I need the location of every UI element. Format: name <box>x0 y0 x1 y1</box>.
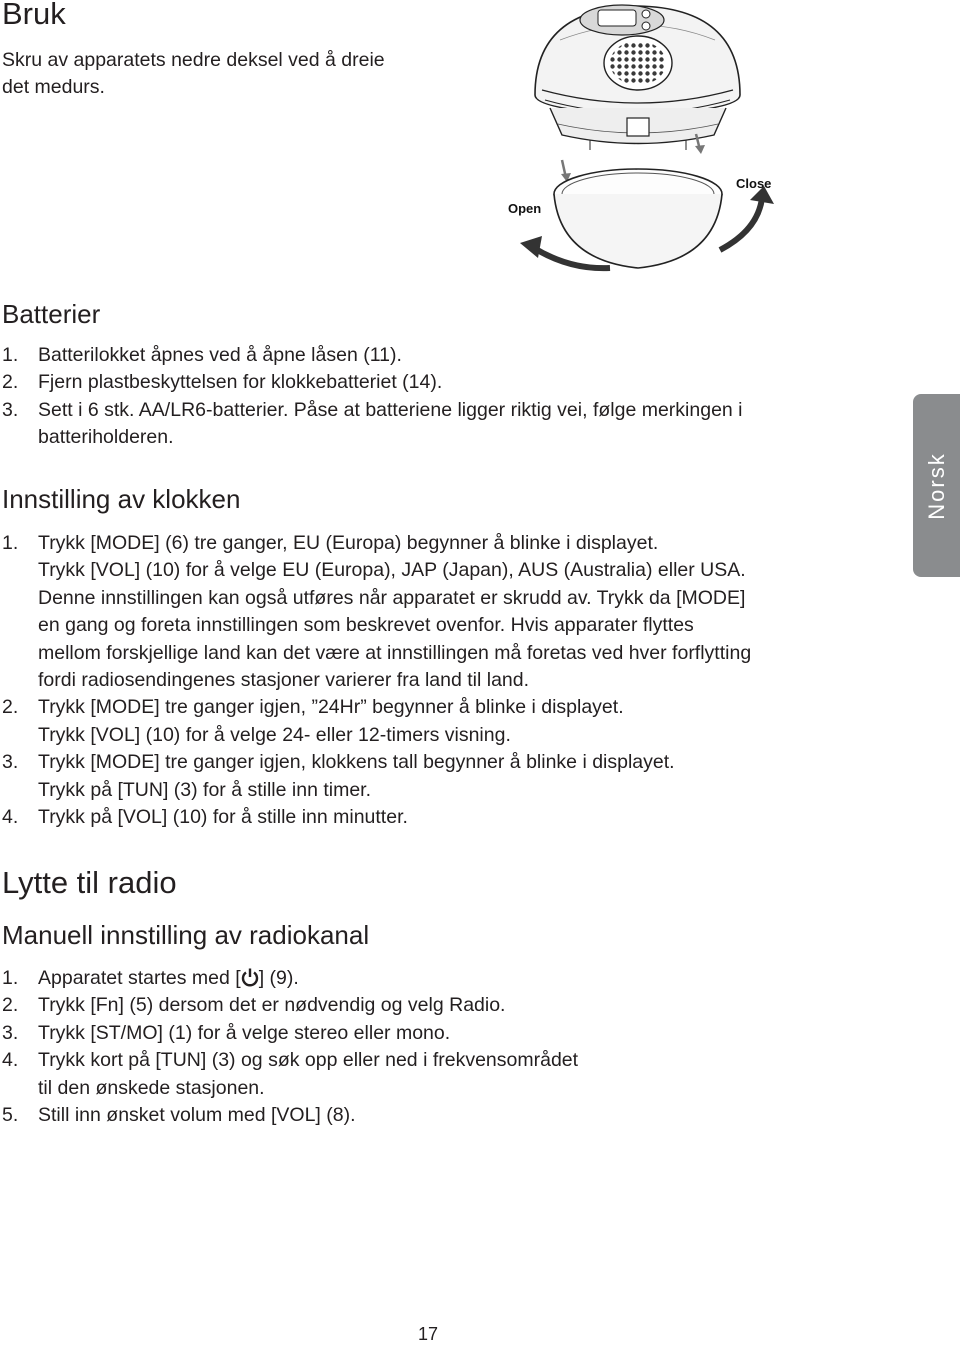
item-text: ] (9). <box>258 967 299 989</box>
item-number: 1. <box>2 344 19 366</box>
language-tab-label: Norsk <box>923 451 949 520</box>
item-text: Trykk [VOL] (10) for å velge 24- eller 12-timers visning. <box>38 723 511 746</box>
item-text: Trykk [Fn] (5) dersom det er nødvendig og velg Radio. <box>38 994 506 1017</box>
power-icon <box>241 967 259 987</box>
list-item <box>2 1102 882 1129</box>
item-text: mellom forskjellige land kan det være at innstillingen må foretas ved hver forflytting <box>38 641 752 664</box>
radio-list <box>2 965 882 1129</box>
list-item <box>2 694 882 749</box>
radio-subheading: Manuell innstilling av radiokanal <box>2 920 370 950</box>
close-label: Close <box>736 176 772 191</box>
list-item <box>2 992 882 1019</box>
page-number-row <box>0 1324 960 1345</box>
list-item <box>2 530 882 694</box>
item-text: Denne innstillingen kan også utføres når apparatet er skrudd av. Trykk da [MODE] <box>38 586 746 609</box>
item-text: Trykk [MODE] tre ganger igjen, klokkens tall begynner å blinke i displayet. <box>38 751 675 774</box>
batterier-heading: Batterier <box>2 299 101 329</box>
item-number: 1. <box>2 967 19 989</box>
item-text: Trykk på [TUN] (3) for å stille inn timer. <box>38 778 372 801</box>
list-item <box>2 369 882 396</box>
item-number: 2. <box>2 371 19 394</box>
item-text: til den ønskede stasjonen. <box>38 1076 265 1099</box>
klokken-list <box>2 530 882 831</box>
item-text: Batterilokket åpnes ved å åpne låsen (11). <box>38 344 402 366</box>
item-text: Trykk [MODE] (6) tre ganger, EU (Europa) begynner å blinke i displayet. <box>38 532 659 554</box>
item-text: Still inn ønsket volum med [VOL] (8). <box>38 1104 356 1127</box>
batterier-list <box>2 342 882 452</box>
item-number: 3. <box>2 1021 19 1044</box>
item-text: Sett i 6 stk. AA/LR6-batterier. Påse at batteriene ligger riktig vei, følge merkingen i <box>38 398 743 421</box>
item-text: Trykk på [VOL] (10) for å stille inn minutter. <box>38 806 408 829</box>
intro-line: Skru av apparatets nedre deksel ved å dreie <box>2 49 385 71</box>
item-text: Trykk [ST/MO] (1) for å velge stereo eller mono. <box>38 1021 451 1044</box>
page-title: Bruk <box>2 0 66 31</box>
page-number: 17 <box>417 1324 439 1344</box>
radio-heading: Lytte til radio <box>2 865 177 900</box>
language-tab <box>913 394 960 577</box>
open-label: Open <box>508 201 542 216</box>
item-text: fordi radiosendingenes stasjoner varierer fra land til land. <box>38 669 530 692</box>
item-text: en gang og foreta innstillingen som beskrevet ovenfor. Hvis apparater flyttes <box>38 614 694 637</box>
item-number: 2. <box>2 994 19 1017</box>
list-item <box>2 397 882 452</box>
item-number: 4. <box>2 806 19 829</box>
list-item <box>2 804 882 831</box>
list-item <box>2 1047 882 1102</box>
item-text: Apparatet startes med [ <box>38 967 241 989</box>
item-number: 5. <box>2 1104 19 1127</box>
item-number: 4. <box>2 1049 19 1072</box>
intro-text <box>2 47 522 102</box>
item-number: 3. <box>2 751 19 774</box>
device-illustration <box>490 0 790 278</box>
item-text: Trykk [MODE] tre ganger igjen, ”24Hr” begynner å blinke i displayet. <box>38 696 624 719</box>
item-number: 1. <box>2 532 19 554</box>
item-text: batteriholderen. <box>38 426 174 449</box>
list-item <box>2 965 882 992</box>
item-text: Trykk [VOL] (10) for å velge EU (Europa), JAP (Japan), AUS (Australia) eller USA. <box>38 559 746 582</box>
item-text: Trykk kort på [TUN] (3) og søk opp eller ned i frekvensområdet <box>38 1049 579 1072</box>
klokken-heading: Innstilling av klokken <box>2 484 241 514</box>
item-number: 3. <box>2 398 19 421</box>
list-item <box>2 342 882 369</box>
list-item <box>2 749 882 804</box>
item-number: 2. <box>2 696 19 719</box>
list-item <box>2 1020 882 1047</box>
item-text: Fjern plastbeskyttelsen for klokkebatteriet (14). <box>38 371 443 394</box>
intro-line: det medurs. <box>2 76 105 99</box>
